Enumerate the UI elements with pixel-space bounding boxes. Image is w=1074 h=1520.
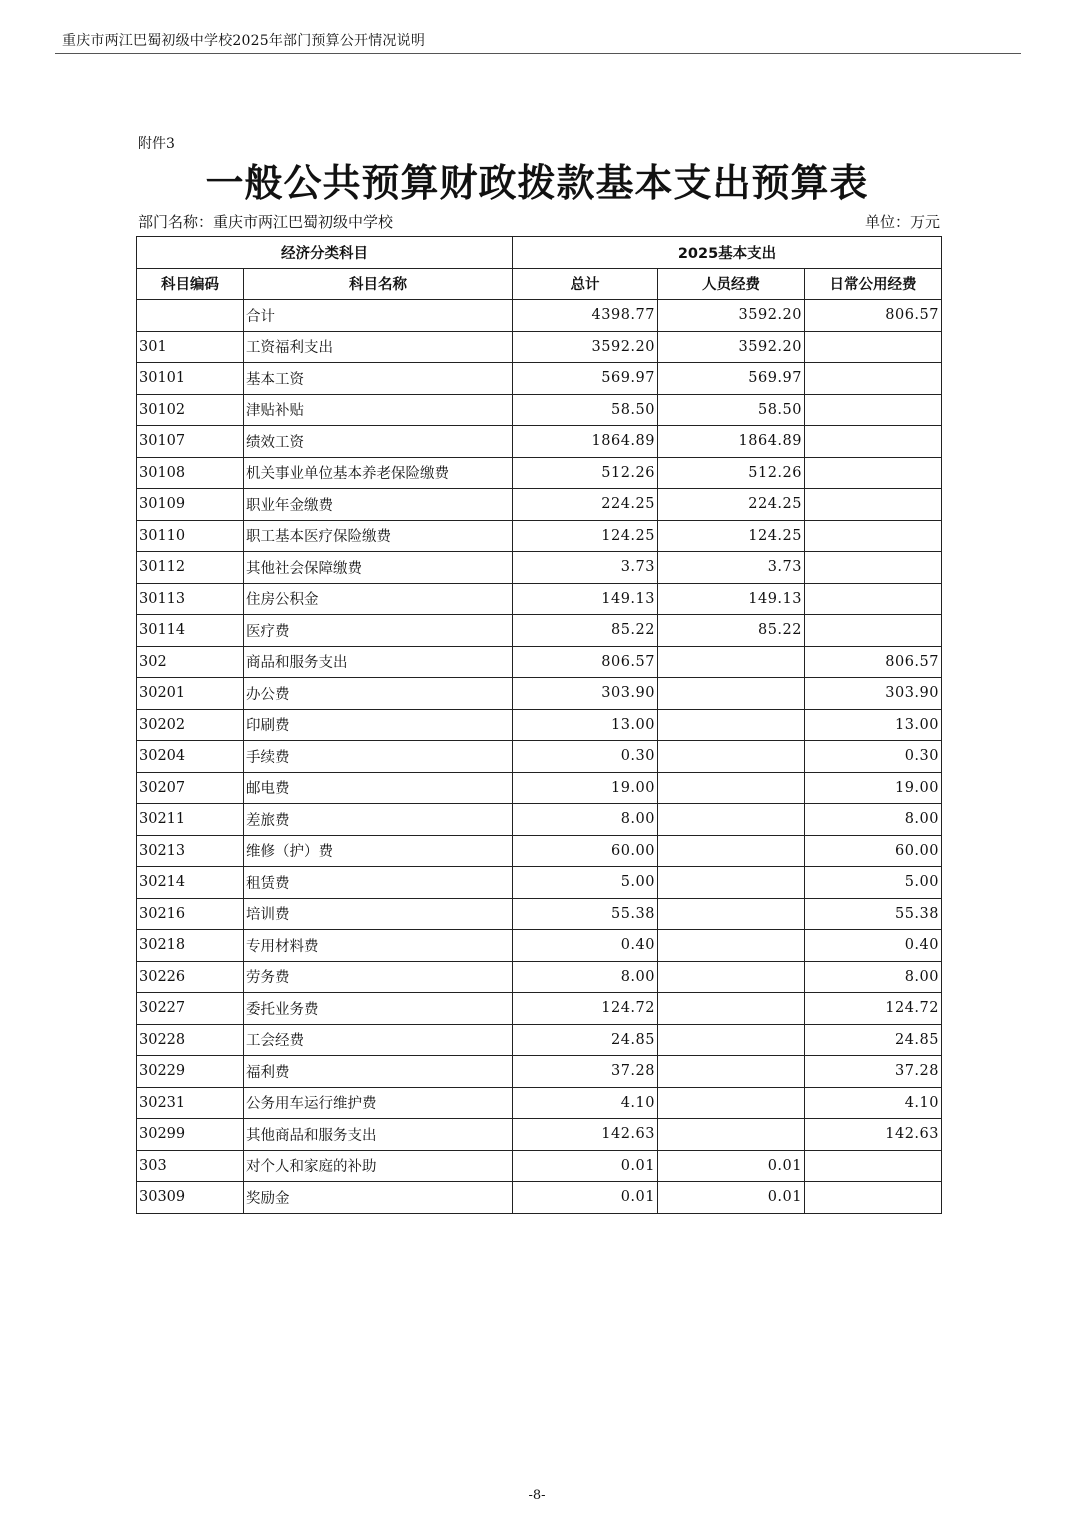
- cell-total: 60.00: [513, 835, 658, 867]
- cell-public: [805, 363, 942, 395]
- cell-total: 0.40: [513, 930, 658, 962]
- table-row: [137, 1119, 942, 1151]
- cell-name: 津贴补贴: [244, 394, 513, 426]
- cell-name: 工资福利支出: [244, 331, 513, 363]
- table-row: [137, 363, 942, 395]
- table-row: [137, 804, 942, 836]
- cell-public: [805, 331, 942, 363]
- cell-name: 其他商品和服务支出: [244, 1119, 513, 1151]
- cell-total: 0.01: [513, 1182, 658, 1214]
- cell-public: 0.40: [805, 930, 942, 962]
- cell-code: 30218: [137, 930, 244, 962]
- running-header: 重庆市两江巴蜀初级中学校2025年部门预算公开情况说明: [62, 33, 426, 49]
- cell-total: 149.13: [513, 583, 658, 615]
- cell-public: 5.00: [805, 867, 942, 899]
- cell-name: 绩效工资: [244, 426, 513, 458]
- attachment-label: 附件3: [138, 136, 175, 152]
- column-header-name: 科目名称: [244, 268, 513, 300]
- cell-code: 30108: [137, 457, 244, 489]
- cell-name: 合计: [244, 300, 513, 332]
- table-row: [137, 1150, 942, 1182]
- cell-name: 手续费: [244, 741, 513, 773]
- cell-name: 职工基本医疗保险缴费: [244, 520, 513, 552]
- cell-public: 4.10: [805, 1087, 942, 1119]
- cell-personnel: 3.73: [658, 552, 805, 584]
- header-divider: [55, 53, 1021, 54]
- cell-name: 培训费: [244, 898, 513, 930]
- cell-code: 30229: [137, 1056, 244, 1088]
- cell-code: 30213: [137, 835, 244, 867]
- cell-name: 对个人和家庭的补助: [244, 1150, 513, 1182]
- cell-personnel: [658, 678, 805, 710]
- cell-personnel: [658, 1087, 805, 1119]
- cell-total: 124.25: [513, 520, 658, 552]
- table-row: [137, 300, 942, 332]
- table-row: [137, 646, 942, 678]
- cell-name: 维修（护）费: [244, 835, 513, 867]
- cell-code: 30113: [137, 583, 244, 615]
- table-group-header-row: [137, 237, 942, 269]
- cell-personnel: 124.25: [658, 520, 805, 552]
- cell-public: 303.90: [805, 678, 942, 710]
- cell-public: 8.00: [805, 804, 942, 836]
- cell-total: 4398.77: [513, 300, 658, 332]
- cell-public: [805, 583, 942, 615]
- cell-code: 30114: [137, 615, 244, 647]
- cell-name: 差旅费: [244, 804, 513, 836]
- table-body: [137, 300, 942, 1214]
- cell-total: 806.57: [513, 646, 658, 678]
- cell-personnel: 0.01: [658, 1182, 805, 1214]
- table-row: [137, 583, 942, 615]
- cell-public: 55.38: [805, 898, 942, 930]
- cell-code: 301: [137, 331, 244, 363]
- cell-public: [805, 489, 942, 521]
- cell-personnel: [658, 993, 805, 1025]
- cell-name: 专用材料费: [244, 930, 513, 962]
- column-header-public: 日常公用经费: [805, 268, 942, 300]
- cell-total: 224.25: [513, 489, 658, 521]
- cell-total: 569.97: [513, 363, 658, 395]
- cell-code: 30110: [137, 520, 244, 552]
- cell-public: 8.00: [805, 961, 942, 993]
- cell-name: 奖励金: [244, 1182, 513, 1214]
- cell-total: 124.72: [513, 993, 658, 1025]
- cell-total: 0.01: [513, 1150, 658, 1182]
- cell-public: [805, 394, 942, 426]
- cell-public: 806.57: [805, 646, 942, 678]
- page-number: -8-: [528, 1488, 546, 1503]
- table-row: [137, 489, 942, 521]
- table-row: [137, 961, 942, 993]
- cell-total: 19.00: [513, 772, 658, 804]
- cell-public: 13.00: [805, 709, 942, 741]
- cell-personnel: 569.97: [658, 363, 805, 395]
- basic-expenditure-header: 2025基本支出: [513, 237, 942, 269]
- cell-personnel: 1864.89: [658, 426, 805, 458]
- table-row: [137, 331, 942, 363]
- economic-category-header: 经济分类科目: [137, 237, 513, 269]
- budget-table: [136, 236, 942, 1214]
- cell-personnel: [658, 804, 805, 836]
- cell-public: 806.57: [805, 300, 942, 332]
- cell-code: 30227: [137, 993, 244, 1025]
- cell-total: 8.00: [513, 804, 658, 836]
- table-row: [137, 741, 942, 773]
- cell-public: [805, 615, 942, 647]
- cell-code: 30109: [137, 489, 244, 521]
- table-row: [137, 552, 942, 584]
- cell-personnel: [658, 867, 805, 899]
- page-title: 一般公共预算财政拨款基本支出预算表: [205, 160, 869, 205]
- cell-name: 印刷费: [244, 709, 513, 741]
- cell-personnel: [658, 961, 805, 993]
- cell-total: 3.73: [513, 552, 658, 584]
- table-row: [137, 993, 942, 1025]
- cell-personnel: 0.01: [658, 1150, 805, 1182]
- cell-total: 55.38: [513, 898, 658, 930]
- unit-label: 单位：万元: [864, 213, 940, 231]
- cell-public: 60.00: [805, 835, 942, 867]
- cell-total: 512.26: [513, 457, 658, 489]
- cell-public: 37.28: [805, 1056, 942, 1088]
- cell-total: 37.28: [513, 1056, 658, 1088]
- cell-public: [805, 426, 942, 458]
- cell-total: 58.50: [513, 394, 658, 426]
- cell-public: 142.63: [805, 1119, 942, 1151]
- cell-personnel: [658, 772, 805, 804]
- cell-public: [805, 520, 942, 552]
- cell-code: 30216: [137, 898, 244, 930]
- cell-name: 其他社会保障缴费: [244, 552, 513, 584]
- table-row: [137, 1056, 942, 1088]
- cell-code: 302: [137, 646, 244, 678]
- cell-total: 4.10: [513, 1087, 658, 1119]
- cell-total: 142.63: [513, 1119, 658, 1151]
- cell-total: 3592.20: [513, 331, 658, 363]
- table-row: [137, 426, 942, 458]
- column-header-personnel: 人员经费: [658, 268, 805, 300]
- cell-name: 租赁费: [244, 867, 513, 899]
- cell-personnel: 512.26: [658, 457, 805, 489]
- table-row: [137, 898, 942, 930]
- cell-name: 医疗费: [244, 615, 513, 647]
- cell-code: 30201: [137, 678, 244, 710]
- table-row: [137, 520, 942, 552]
- cell-code: 30309: [137, 1182, 244, 1214]
- cell-personnel: [658, 930, 805, 962]
- table-column-header-row: [137, 268, 942, 300]
- cell-code: 30102: [137, 394, 244, 426]
- cell-code: 30101: [137, 363, 244, 395]
- cell-public: 0.30: [805, 741, 942, 773]
- cell-code: 30231: [137, 1087, 244, 1119]
- table-row: [137, 678, 942, 710]
- cell-personnel: [658, 835, 805, 867]
- cell-personnel: 3592.20: [658, 300, 805, 332]
- cell-code: 30299: [137, 1119, 244, 1151]
- cell-name: 劳务费: [244, 961, 513, 993]
- cell-name: 办公费: [244, 678, 513, 710]
- table-row: [137, 709, 942, 741]
- cell-public: [805, 457, 942, 489]
- table-row: [137, 1087, 942, 1119]
- table-row: [137, 615, 942, 647]
- cell-personnel: 85.22: [658, 615, 805, 647]
- cell-public: [805, 1182, 942, 1214]
- table-row: [137, 1182, 942, 1214]
- cell-personnel: 58.50: [658, 394, 805, 426]
- cell-name: 职业年金缴费: [244, 489, 513, 521]
- cell-code: 30112: [137, 552, 244, 584]
- cell-code: [137, 300, 244, 332]
- cell-personnel: 149.13: [658, 583, 805, 615]
- department-name: 部门名称：重庆市两江巴蜀初级中学校: [138, 213, 394, 231]
- cell-total: 0.30: [513, 741, 658, 773]
- cell-total: 13.00: [513, 709, 658, 741]
- cell-code: 30207: [137, 772, 244, 804]
- cell-name: 福利费: [244, 1056, 513, 1088]
- table-row: [137, 457, 942, 489]
- cell-personnel: [658, 1056, 805, 1088]
- cell-public: [805, 552, 942, 584]
- cell-personnel: [658, 709, 805, 741]
- table-row: [137, 867, 942, 899]
- cell-personnel: [658, 741, 805, 773]
- cell-personnel: 224.25: [658, 489, 805, 521]
- cell-personnel: [658, 898, 805, 930]
- cell-total: 303.90: [513, 678, 658, 710]
- column-header-total: 总计: [513, 268, 658, 300]
- cell-code: 30228: [137, 1024, 244, 1056]
- cell-name: 工会经费: [244, 1024, 513, 1056]
- cell-code: 30211: [137, 804, 244, 836]
- table-row: [137, 1024, 942, 1056]
- cell-code: 30204: [137, 741, 244, 773]
- table-row: [137, 772, 942, 804]
- cell-name: 邮电费: [244, 772, 513, 804]
- cell-total: 8.00: [513, 961, 658, 993]
- cell-name: 住房公积金: [244, 583, 513, 615]
- table-row: [137, 394, 942, 426]
- cell-personnel: [658, 1024, 805, 1056]
- cell-code: 30214: [137, 867, 244, 899]
- cell-public: 24.85: [805, 1024, 942, 1056]
- cell-name: 机关事业单位基本养老保险缴费: [244, 457, 513, 489]
- cell-public: 124.72: [805, 993, 942, 1025]
- cell-public: [805, 1150, 942, 1182]
- cell-total: 24.85: [513, 1024, 658, 1056]
- cell-code: 303: [137, 1150, 244, 1182]
- cell-name: 委托业务费: [244, 993, 513, 1025]
- table-row: [137, 835, 942, 867]
- table-row: [137, 930, 942, 962]
- cell-name: 公务用车运行维护费: [244, 1087, 513, 1119]
- cell-code: 30107: [137, 426, 244, 458]
- cell-total: 1864.89: [513, 426, 658, 458]
- cell-name: 商品和服务支出: [244, 646, 513, 678]
- cell-public: 19.00: [805, 772, 942, 804]
- cell-code: 30202: [137, 709, 244, 741]
- cell-personnel: 3592.20: [658, 331, 805, 363]
- cell-total: 85.22: [513, 615, 658, 647]
- cell-code: 30226: [137, 961, 244, 993]
- cell-name: 基本工资: [244, 363, 513, 395]
- cell-personnel: [658, 646, 805, 678]
- cell-total: 5.00: [513, 867, 658, 899]
- column-header-code: 科目编码: [137, 268, 244, 300]
- cell-personnel: [658, 1119, 805, 1151]
